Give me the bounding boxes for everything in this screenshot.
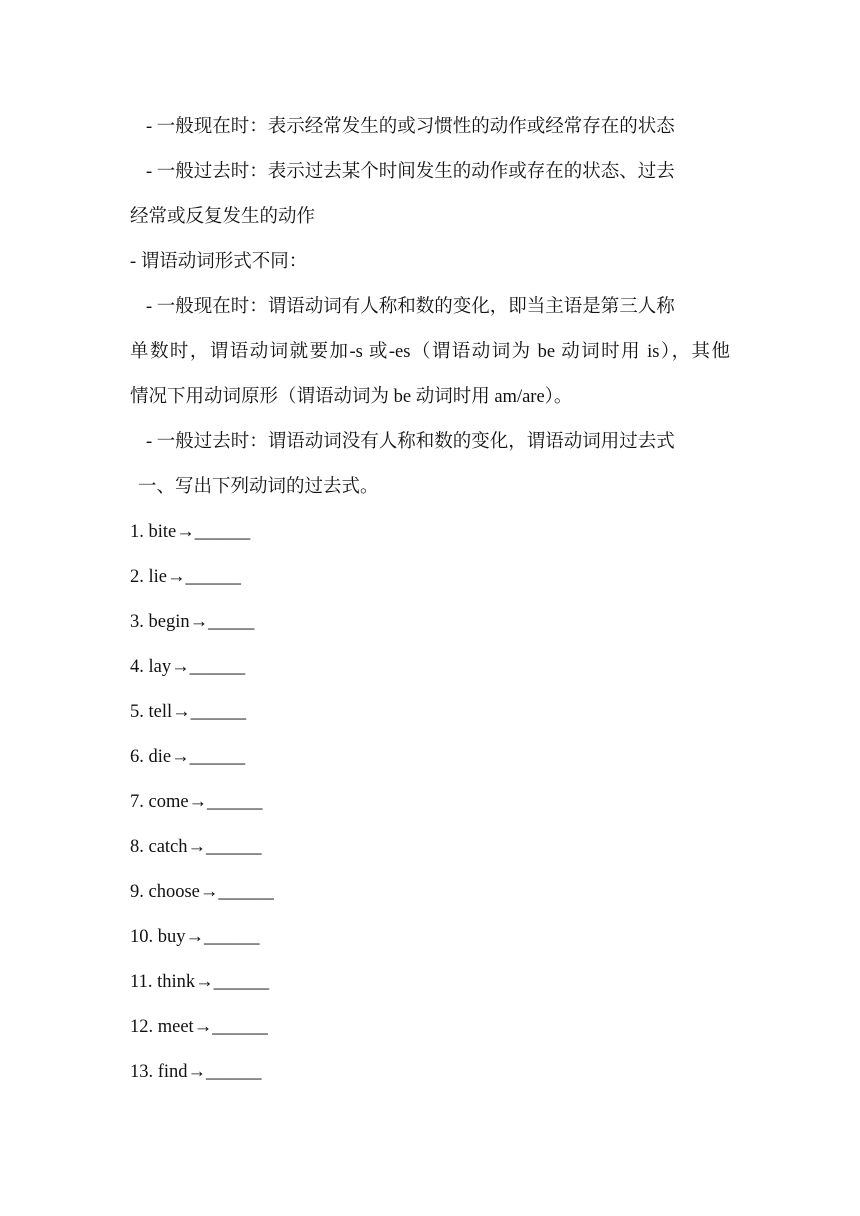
bullet-present-tense-meaning: - 一般现在时：表示经常发生的或习惯性的动作或经常存在的状态 <box>146 117 675 137</box>
bullet-past-tense-meaning: - 一般过去时：表示过去某个时间发生的动作或存在的状态、过去 <box>146 162 675 182</box>
exercise-item: 1. bite→______ <box>130 522 251 542</box>
exercise-item: 13. find→______ <box>130 1062 262 1082</box>
exercise-item: 3. begin→_____ <box>130 612 255 632</box>
bullet-past-tense-form: - 一般过去时：谓语动词没有人称和数的变化，谓语动词用过去式 <box>146 432 675 452</box>
bullet-present-tense-form: - 一般现在时：谓语动词有人称和数的变化，即当主语是第三人称 <box>146 297 675 317</box>
exercise-item: 12. meet→______ <box>130 1017 268 1037</box>
exercise-item: 5. tell→______ <box>130 702 247 722</box>
bullet-verb-form-difference: - 谓语动词形式不同： <box>130 252 308 272</box>
exercise-item: 9. choose→______ <box>130 882 274 902</box>
exercise-item: 7. come→______ <box>130 792 263 812</box>
exercise-item: 4. lay→______ <box>130 657 246 677</box>
bullet-past-tense-meaning-cont: 经常或反复发生的动作 <box>130 207 316 227</box>
exercise-item: 6. die→______ <box>130 747 246 767</box>
bullet-present-tense-form-cont1: 单数时，谓语动词就要加-s 或-es（谓语动词为 be 动词时用 is），其他 <box>130 342 730 362</box>
exercise-item: 8. catch→______ <box>130 837 262 857</box>
exercise-item: 2. lie→______ <box>130 567 241 587</box>
bullet-present-tense-form-cont2: 情况下用动词原形（谓语动词为 be 动词时用 am/are）。 <box>130 387 573 407</box>
exercise-heading: 一、写出下列动词的过去式。 <box>138 477 379 497</box>
exercise-item: 11. think→______ <box>130 972 270 992</box>
exercise-item: 10. buy→______ <box>130 927 260 947</box>
